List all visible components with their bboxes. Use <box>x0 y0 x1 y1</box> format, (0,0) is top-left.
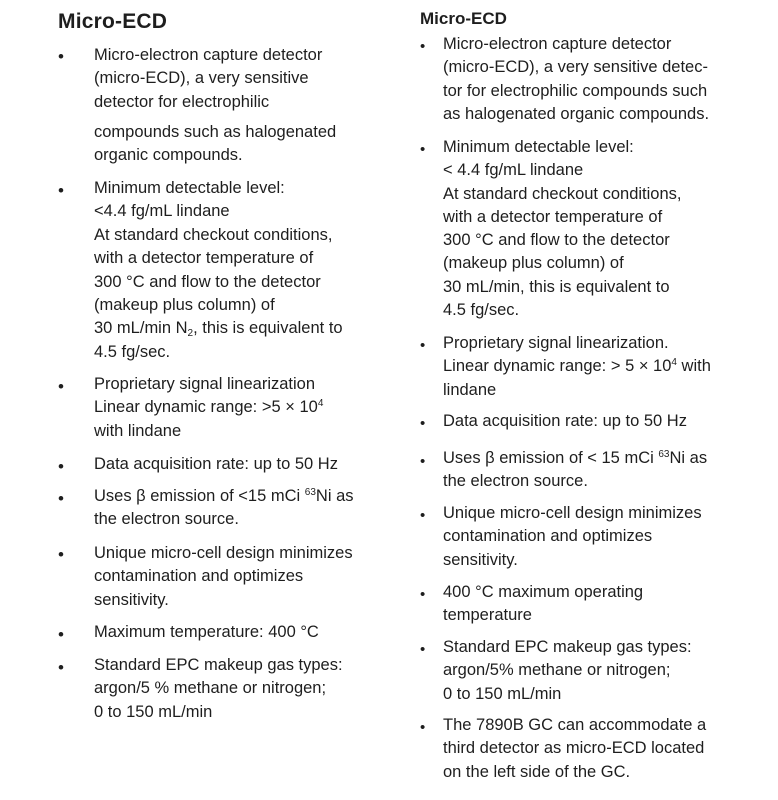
bullet: • <box>420 453 426 470</box>
bullet: • <box>58 489 64 508</box>
bullet: • <box>58 377 64 396</box>
bullet: • <box>58 658 64 677</box>
left-title: Micro-ECD <box>58 10 168 33</box>
bullet: • <box>420 641 426 658</box>
bullet: • <box>58 181 64 200</box>
bullet: • <box>58 625 64 644</box>
bullet: • <box>58 457 64 476</box>
bullet: • <box>420 719 426 736</box>
right-title: Micro-ECD <box>420 9 507 28</box>
bullet: • <box>420 141 426 158</box>
bullet: • <box>420 415 426 432</box>
bullet: • <box>420 38 426 55</box>
bullet: • <box>58 47 64 66</box>
bullet: • <box>420 586 426 603</box>
bullet: • <box>58 545 64 564</box>
bullet: • <box>420 507 426 524</box>
bullet: • <box>420 337 426 354</box>
